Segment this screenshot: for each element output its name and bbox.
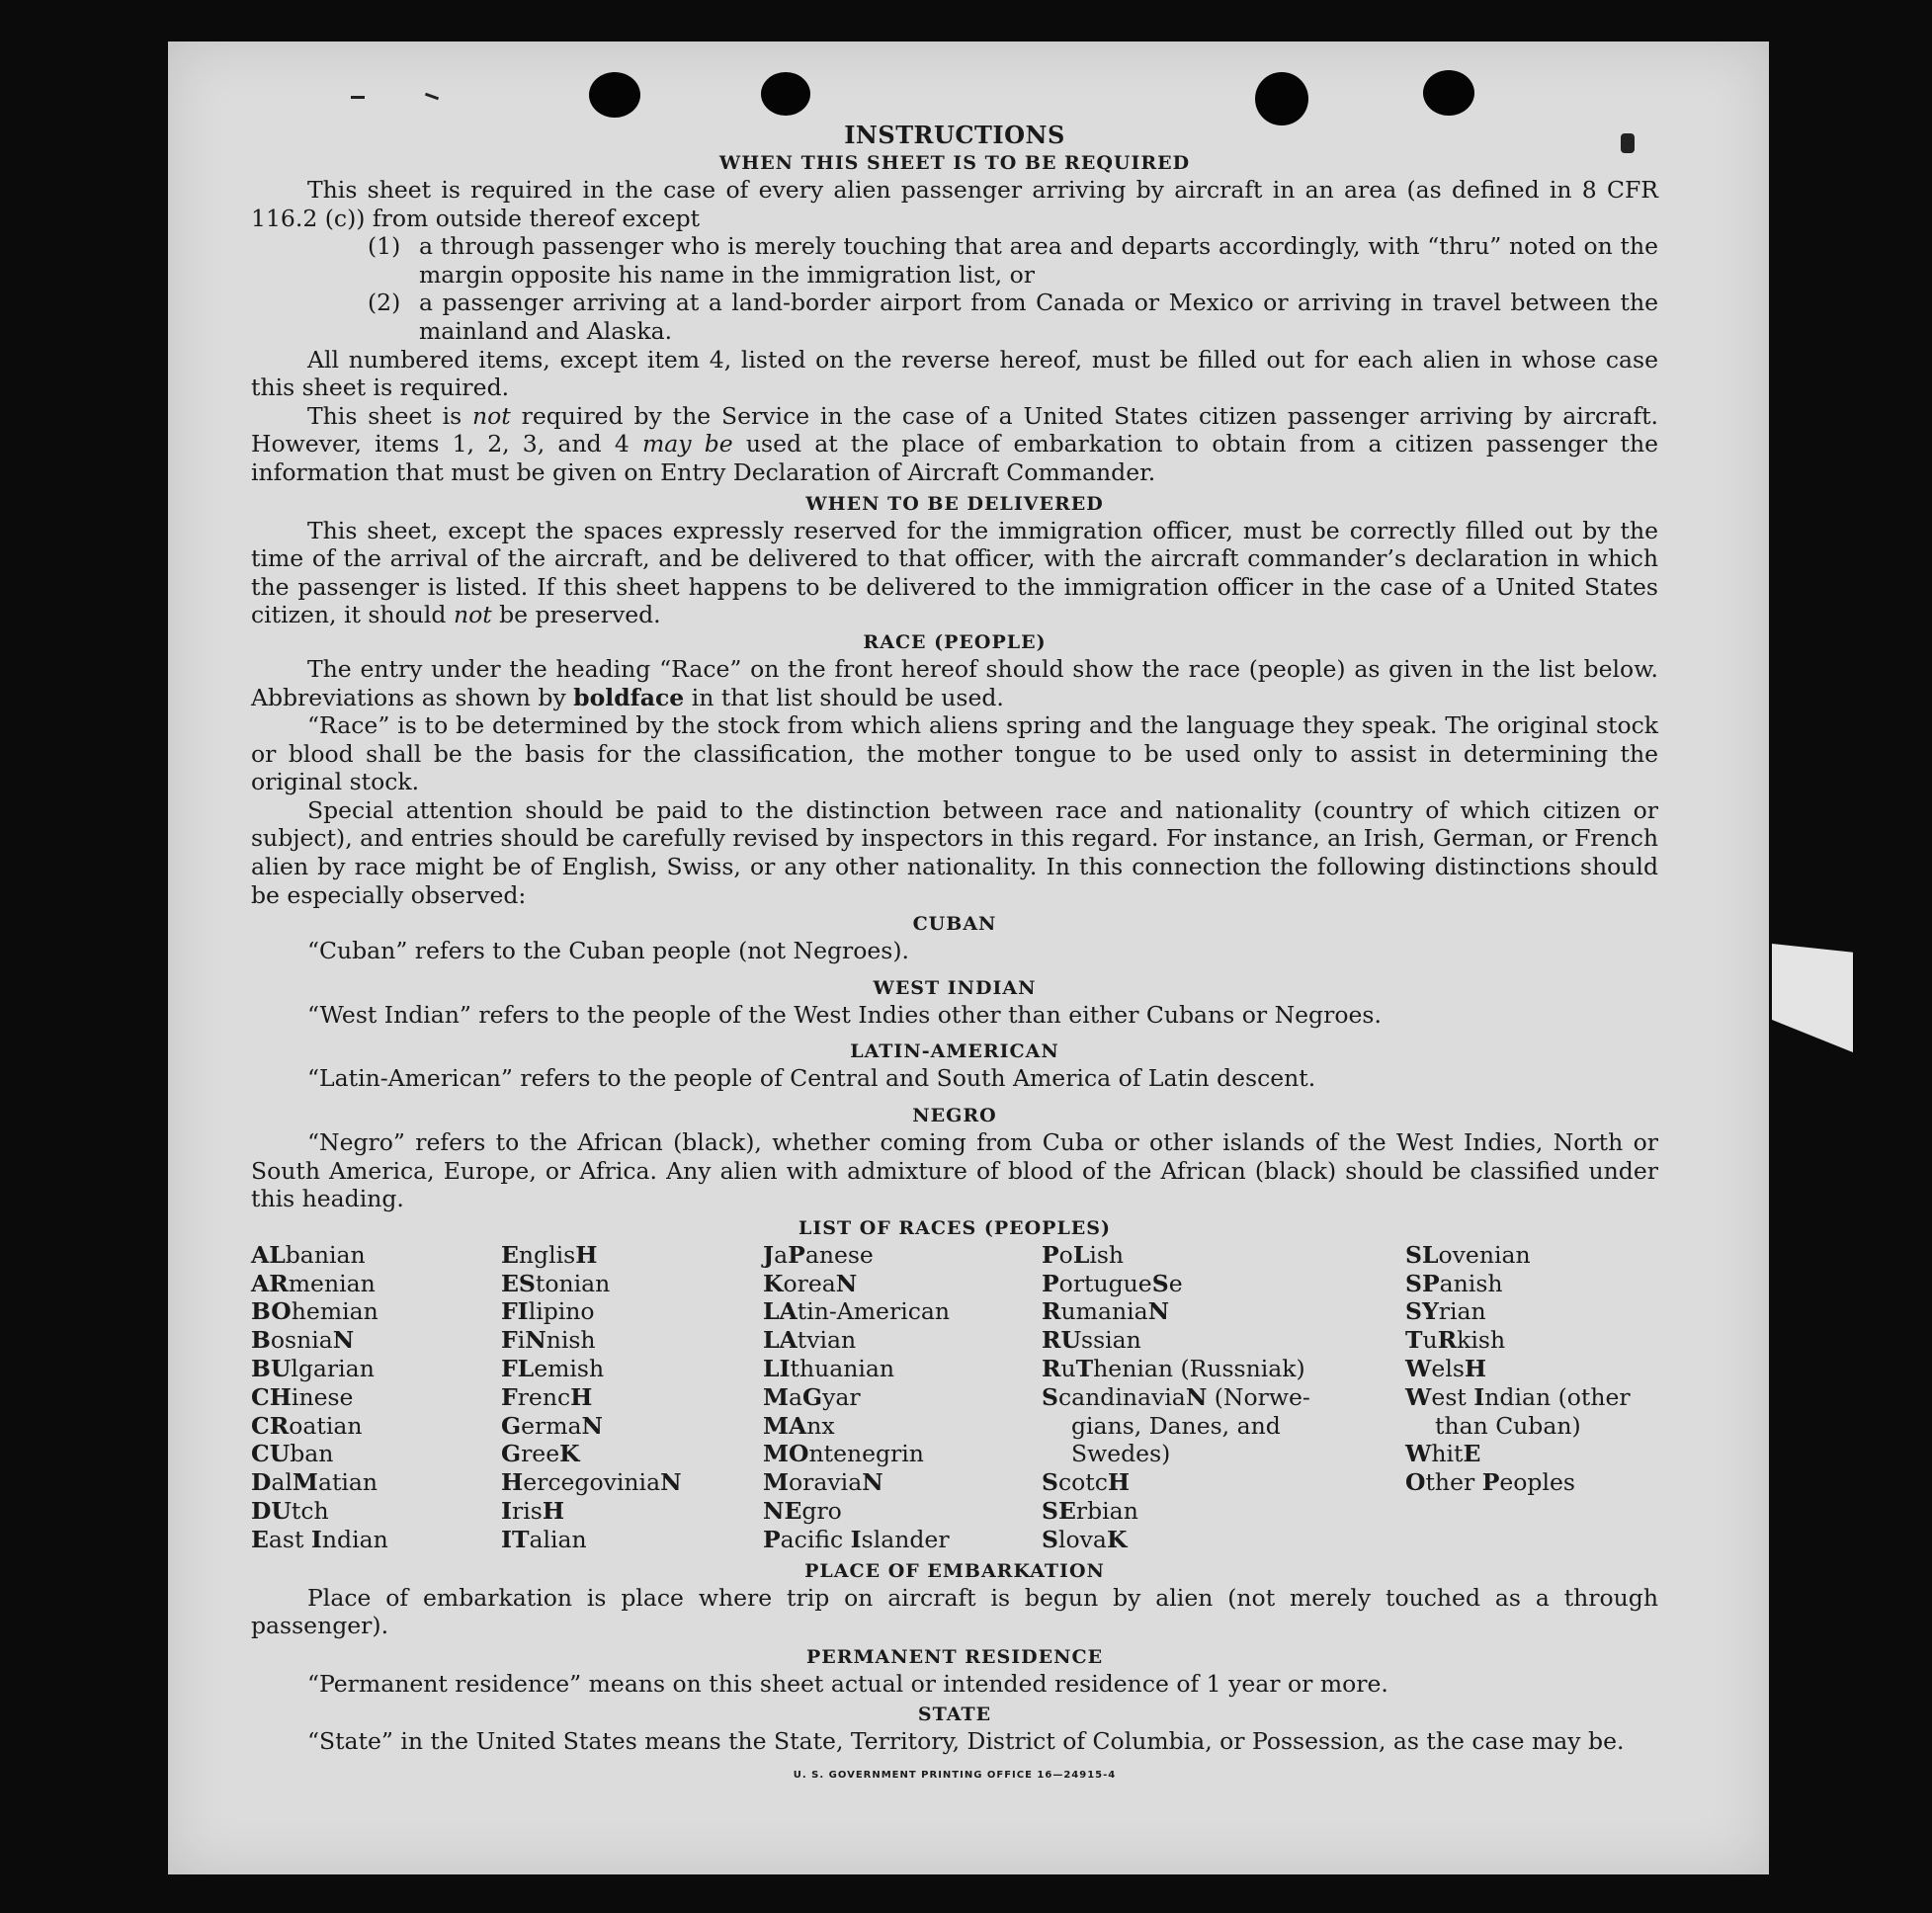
heading-latin-american: LATIN-AMERICAN bbox=[850, 1040, 1059, 1063]
race-entry: SPanish bbox=[1405, 1269, 1503, 1297]
race-entry: West Indian (other bbox=[1405, 1382, 1631, 1411]
race-entry: FIlipino bbox=[501, 1297, 595, 1326]
text-run: may be bbox=[641, 430, 733, 458]
race-entry: FrencH bbox=[501, 1382, 593, 1411]
race-entry: SLovenian bbox=[1405, 1240, 1531, 1269]
race-entry: East Indian bbox=[251, 1525, 388, 1553]
paper-tab bbox=[1772, 944, 1853, 1052]
heading-when-delivered: WHEN TO BE DELIVERED bbox=[805, 492, 1104, 515]
race-entry: SlovaK bbox=[1042, 1525, 1128, 1553]
punch-hole bbox=[589, 72, 640, 118]
race-entry: gians, Danes, and bbox=[1071, 1411, 1281, 1440]
heading-state: STATE bbox=[917, 1704, 992, 1726]
race-entry: RUssian bbox=[1042, 1326, 1141, 1355]
race-list bbox=[251, 1241, 1658, 1554]
heading-negro: NEGRO bbox=[912, 1105, 997, 1127]
race-entry: IrisH bbox=[501, 1496, 565, 1525]
text-run: not bbox=[453, 601, 492, 629]
race-entry: RuThenian (Russniak) bbox=[1042, 1355, 1305, 1382]
punch-hole bbox=[761, 72, 810, 116]
list-text: a through passenger who is merely touching that area and departs accordingly, with “thru” noted on the margin opposite his name in the immigration list, or bbox=[419, 232, 1658, 289]
race-entry: WhitE bbox=[1405, 1440, 1481, 1468]
race-entry: MoraviaN bbox=[763, 1468, 883, 1497]
race-entry: DalMatian bbox=[251, 1468, 378, 1497]
race-entry: WelsH bbox=[1405, 1355, 1487, 1382]
smudge bbox=[351, 96, 365, 99]
race-entry: CUban bbox=[251, 1440, 334, 1468]
paragraph bbox=[251, 655, 1658, 711]
list-text: a passenger arriving at a land-border airport from Canada or Mexico or arriving in travel between the mainland and Alaska. bbox=[419, 289, 1658, 345]
heading-cuban: CUBAN bbox=[912, 913, 997, 936]
race-column bbox=[501, 1241, 763, 1554]
paragraph: “Cuban” refers to the Cuban people (not Negroes). bbox=[307, 937, 910, 965]
punch-hole bbox=[1423, 70, 1474, 116]
race-entry: GermaN bbox=[501, 1411, 603, 1440]
printer-footer: U. S. GOVERNMENT PRINTING OFFICE 16—24915-4 bbox=[793, 1769, 1117, 1781]
heading-west-indian: WEST INDIAN bbox=[873, 976, 1037, 999]
text-run: in that list should be used. bbox=[684, 683, 1004, 711]
paragraph bbox=[251, 402, 1658, 487]
page-title: INSTRUCTIONS bbox=[844, 121, 1065, 149]
paragraph: Place of embarkation is place where trip on aircraft is begun by alien (not merely touched as a through passenger). bbox=[251, 1583, 1658, 1640]
race-entry: Pacific Islander bbox=[763, 1525, 950, 1553]
paragraph: “Race” is to be determined by the stock from which aliens spring and the language they speak. The original stock or blood shall be the basis for the classification, the mother tongue to be used only to assist in determining the original stock. bbox=[251, 711, 1658, 796]
race-entry: MAnx bbox=[763, 1411, 835, 1440]
race-entry: EStonian bbox=[501, 1269, 611, 1297]
race-entry: CRoatian bbox=[251, 1411, 363, 1440]
race-entry: HercegoviniaN bbox=[501, 1468, 682, 1497]
race-entry: LIthuanian bbox=[763, 1355, 895, 1382]
text-run: be preserved. bbox=[491, 601, 661, 629]
heading-list-of-races: LIST OF RACES (PEOPLES) bbox=[798, 1216, 1111, 1239]
race-entry: ITalian bbox=[501, 1525, 587, 1553]
paragraph: “Permanent residence” means on this sheet actual or intended residence of 1 year or more. bbox=[307, 1669, 1388, 1698]
race-entry: SYrian bbox=[1405, 1297, 1486, 1326]
race-entry: EnglisH bbox=[501, 1240, 598, 1269]
paragraph bbox=[251, 517, 1658, 629]
race-entry: NEgro bbox=[763, 1496, 842, 1525]
race-entry: BUlgarian bbox=[251, 1355, 375, 1382]
race-entry: LAtvian bbox=[763, 1326, 857, 1355]
heading-place-of-embarkation: PLACE OF EMBARKATION bbox=[804, 1559, 1105, 1582]
heading-race: RACE (PEOPLE) bbox=[863, 630, 1047, 653]
list-item bbox=[368, 289, 1658, 345]
text-run: required by the Service in the case of a United States citizen passenger arriving by aircraft. However, items 1, 2, 3, and 4 bbox=[251, 401, 1658, 458]
race-entry: BOhemian bbox=[251, 1297, 378, 1326]
race-entry: SErbian bbox=[1042, 1496, 1138, 1525]
paragraph: “Latin-American” refers to the people of Central and South America of Latin descent. bbox=[307, 1064, 1316, 1093]
race-entry: JaPanese bbox=[763, 1240, 874, 1269]
race-entry: ScotcH bbox=[1042, 1468, 1131, 1497]
race-entry: than Cuban) bbox=[1435, 1411, 1581, 1440]
race-entry: ALbanian bbox=[251, 1240, 366, 1269]
race-column bbox=[1405, 1241, 1658, 1554]
race-entry: BosniaN bbox=[251, 1326, 355, 1355]
text-run: The entry under the heading “Race” on the front hereof should show the race (people) as given in the list below. Abbreviations as shown by bbox=[251, 654, 1658, 711]
paragraph: “Negro” refers to the African (black), whether coming from Cuba or other islands of the West Indies, North or South America, Europe, or Africa. Any alien with admixture of blood of the African (black) should be classified under this heading. bbox=[251, 1128, 1658, 1213]
text-run: not bbox=[472, 401, 511, 430]
list-number: (2) bbox=[368, 289, 401, 317]
race-entry: GreeK bbox=[501, 1440, 580, 1468]
race-entry: DUtch bbox=[251, 1496, 329, 1525]
heading-permanent-residence: PERMANENT RESIDENCE bbox=[805, 1645, 1104, 1668]
race-entry: MaGyar bbox=[763, 1382, 861, 1411]
race-entry: LAtin-American bbox=[763, 1297, 951, 1326]
paragraph: All numbered items, except item 4, listed on the reverse hereof, must be filled out for each alien in whose case this sheet is required. bbox=[251, 345, 1658, 402]
race-entry: FiNnish bbox=[501, 1326, 596, 1355]
race-entry: Other Peoples bbox=[1405, 1468, 1575, 1497]
instructions-text bbox=[251, 117, 1658, 1790]
race-column bbox=[251, 1241, 501, 1554]
race-entry: PoLish bbox=[1042, 1240, 1125, 1269]
race-entry: PortugueSe bbox=[1042, 1269, 1183, 1297]
race-entry: ARmenian bbox=[251, 1269, 376, 1297]
text-run: This sheet, except the spaces expressly reserved for the immigration officer, must be correctly filled out by the time of the arrival of the aircraft, and be delivered to that officer, with the aircraft commander’s declaration in which the passenger is listed. If this sheet happens to be delivered to the immigration officer in the case of a United States citizen, it should bbox=[251, 516, 1658, 629]
race-entry: Swedes) bbox=[1071, 1440, 1171, 1468]
race-entry: MOntenegrin bbox=[763, 1440, 924, 1468]
paragraph: Special attention should be paid to the distinction between race and nationality (country of which citizen or subject), and entries should be carefully revised by inspectors in this regard. For instance, an Irish, German, or French alien by race might be of English, Swiss, or any other nationality. In this connection the following distinctions should be especially observed: bbox=[251, 795, 1658, 909]
race-entry: ScandinaviaN (Norwe- bbox=[1042, 1382, 1310, 1411]
race-entry: KoreaN bbox=[763, 1269, 858, 1297]
text-run: This sheet is bbox=[307, 401, 473, 430]
list-number: (1) bbox=[368, 232, 401, 261]
list-item bbox=[368, 232, 1658, 289]
race-entry: FLemish bbox=[501, 1355, 605, 1382]
heading-when-required: WHEN THIS SHEET IS TO BE REQUIRED bbox=[718, 152, 1191, 174]
race-column bbox=[1042, 1241, 1405, 1554]
race-entry: TuRkish bbox=[1405, 1326, 1506, 1355]
race-entry: RumaniaN bbox=[1042, 1297, 1170, 1326]
text-run: boldface bbox=[573, 683, 685, 711]
paragraph: “State” in the United States means the State, Territory, District of Columbia, or Possession, as the case may be. bbox=[307, 1727, 1625, 1756]
paragraph: This sheet is required in the case of every alien passenger arriving by aircraft in an area (as defined in 8 CFR 116.2 (c)) from outside thereof except bbox=[251, 176, 1658, 232]
race-entry: CHinese bbox=[251, 1382, 354, 1411]
text-run: used at the place of embarkation to obtain from a citizen passenger the information that must be given on Entry Declaration of Aircraft Commander. bbox=[251, 430, 1658, 486]
paragraph: “West Indian” refers to the people of the West Indies other than either Cubans or Negroes. bbox=[307, 1000, 1382, 1029]
race-column bbox=[763, 1241, 1042, 1554]
